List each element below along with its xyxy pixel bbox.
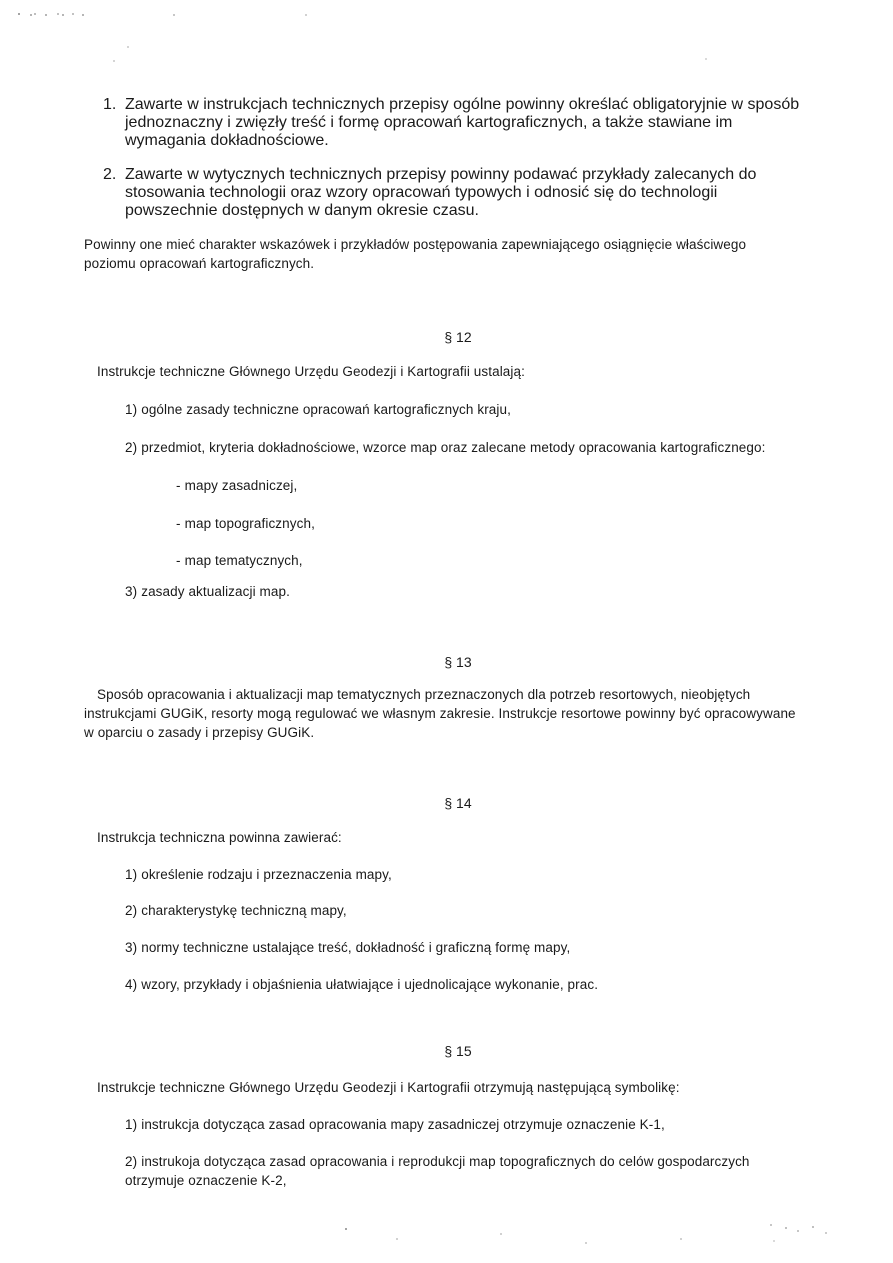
item-text: Zawarte w instrukcjach technicznych przepisy ogólne powinny określać obligatoryjnie w sposób jednoznaczny i zwięzły treść i formę opracowań kartograficznych, a także stawiane im wymagania dokładnościowe. <box>125 96 800 149</box>
item-marker: - <box>176 516 181 531</box>
section-heading-15: § 15 <box>444 1043 472 1059</box>
section-15-lead: Instrukcje techniczne Głównego Urzędu Geodezji i Kartografii otrzymują następującą symbolikę: <box>97 1080 680 1095</box>
section-heading-14: § 14 <box>444 795 472 811</box>
list-item <box>125 938 825 957</box>
numbered-item-1 <box>103 96 805 150</box>
section-13-body: Sposób opracowania i aktualizacji map tematycznych przeznaczonych dla potrzeb resortowych, nieobjętych instrukcjami GUGiK, resorty mogą regulować we własnym zakresie. Instrukcje resortowe powinny być opracowywane w oparciu o zasady i przepisy GUGiK. <box>84 687 796 740</box>
item-marker: 2) <box>125 440 138 455</box>
list-item <box>125 438 845 457</box>
item-text: instrukoja dotycząca zasad opracowania i reprodukcji map topograficznych do celów gospodarczych otrzymuje oznaczenie K-2, <box>125 1154 750 1188</box>
item-marker: - <box>176 478 181 493</box>
item-marker: 1) <box>125 867 138 882</box>
item-text: wzory, przykłady i objaśnienia ułatwiające i ujednolicające wykonanie, prac. <box>141 977 599 992</box>
item-text: zasady aktualizacji map. <box>141 584 290 599</box>
list-item <box>125 1115 825 1134</box>
scan-noise-top <box>18 13 20 15</box>
dash-item <box>176 514 776 533</box>
item-text: charakterystykę techniczną mapy, <box>141 903 347 918</box>
list-item <box>125 400 825 419</box>
item-text: normy techniczne ustalające treść, dokładność i graficzną formę mapy, <box>141 940 571 955</box>
list-item <box>125 901 825 920</box>
item-marker: 3) <box>125 940 138 955</box>
item-text: Zawarte w wytycznych technicznych przepisy powinny podawać przykłady zalecanych do stosowania technologii oraz wzory opracowań typowych i odnosić się do technologii powszechnie dostępnych w danym okresie czasu. <box>125 166 757 219</box>
item-text: określenie rodzaju i przeznaczenia mapy, <box>141 867 392 882</box>
list-item <box>125 865 825 884</box>
item-marker: 1) <box>125 402 138 417</box>
scan-noise-bottom <box>345 1228 347 1230</box>
item-text: mapy zasadniczej, <box>184 478 298 493</box>
item-marker: 3) <box>125 584 138 599</box>
dash-item <box>176 476 776 495</box>
dash-item <box>176 551 776 570</box>
item-marker: - <box>176 553 181 568</box>
list-item <box>125 1152 785 1190</box>
item-marker: 4) <box>125 977 138 992</box>
section-14-lead: Instrukcja techniczna powinna zawierać: <box>97 830 342 845</box>
item-number: 2. <box>103 166 117 183</box>
item-text: map topograficznych, <box>184 516 315 531</box>
item-marker: 1) <box>125 1117 138 1132</box>
item-text: map tematycznych, <box>184 553 303 568</box>
item-marker: 2) <box>125 903 138 918</box>
item-text: ogólne zasady techniczne opracowań kartograficznych kraju, <box>141 402 511 417</box>
item-marker: 2) <box>125 1154 138 1169</box>
section-heading-12: § 12 <box>444 329 472 345</box>
item-number: 1. <box>103 96 117 113</box>
item-text: instrukcja dotycząca zasad opracowania mapy zasadniczej otrzymuje oznaczenie K-1, <box>141 1117 665 1132</box>
numbered-item-2 <box>103 166 805 220</box>
section-12-lead: Instrukcje techniczne Głównego Urzędu Geodezji i Kartografii ustalają: <box>97 364 525 379</box>
item-text: przedmiot, kryteria dokładnościowe, wzorce map oraz zalecane metody opracowania kartograficznego: <box>141 440 766 455</box>
closing-paragraph: Powinny one mieć charakter wskazówek i przykładów postępowania zapewniającego osiągnięcie właściwego poziomu opracowań kartograficznych. <box>84 237 747 271</box>
list-item <box>125 582 825 601</box>
list-item <box>125 975 825 994</box>
section-heading-13: § 13 <box>444 654 472 670</box>
